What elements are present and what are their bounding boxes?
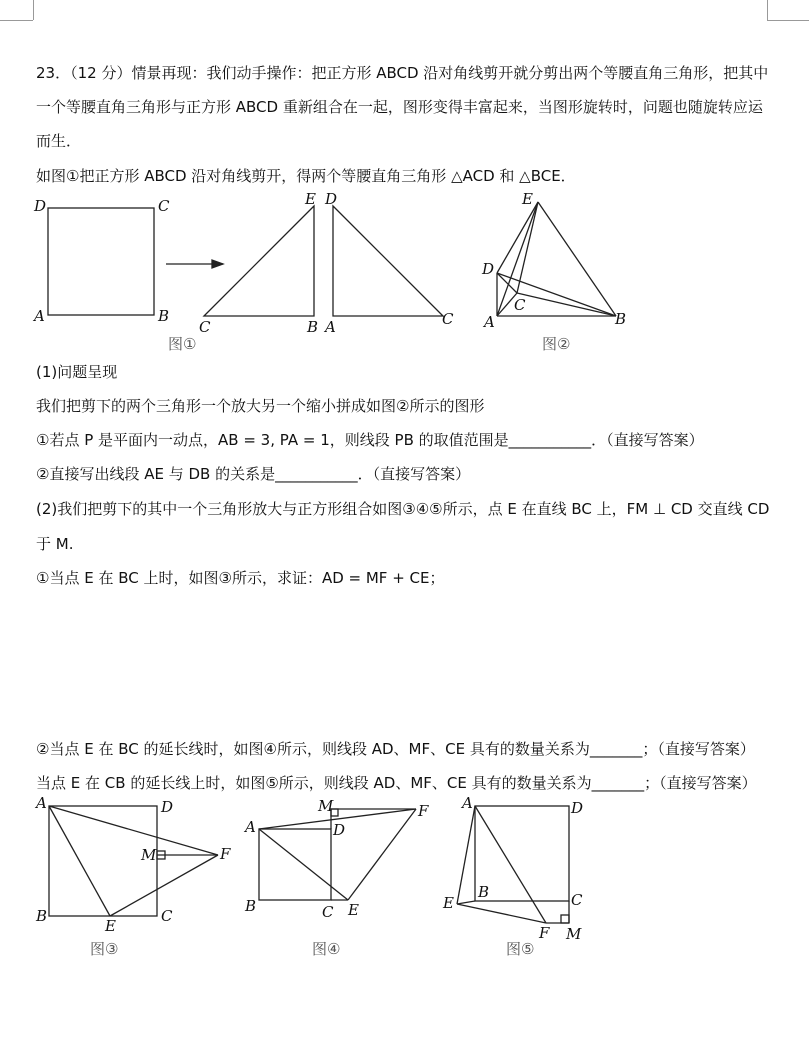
fig2-label-d: D bbox=[482, 260, 495, 278]
part2-intro-line-2: 于 M. bbox=[36, 535, 74, 553]
question-intro-line-3: 而生． bbox=[36, 132, 82, 150]
fig3-label-d: D bbox=[161, 798, 174, 816]
figure-4 bbox=[238, 796, 438, 966]
fig2-label-b: B bbox=[615, 310, 627, 328]
arrow-head bbox=[212, 260, 223, 268]
fig1-label-b2: B bbox=[307, 318, 319, 336]
fig3-label-a: A bbox=[36, 796, 47, 812]
part2-question-2a: ②当点 E 在 BC 的延长线时，如图④所示，则线段 AD、MF、CE 具有的数量关系为_______；（直接写答案） bbox=[36, 740, 755, 758]
fig4-label-m: M bbox=[318, 797, 334, 815]
figure-1 bbox=[28, 192, 468, 362]
fig3-label-c: C bbox=[161, 907, 173, 925]
fig5-label-b: B bbox=[478, 883, 490, 901]
part1-question-1: ①若点 P 是平面内一动点，AB = 3, PA = 1，则线段 PB 的取值范围是___________．（直接写答案） bbox=[36, 431, 704, 449]
fig1-label-a: A bbox=[34, 307, 45, 325]
fig4-label-f: F bbox=[418, 802, 429, 820]
fig5-caption: 图⑤ bbox=[506, 940, 535, 958]
fig3-label-f: F bbox=[220, 845, 231, 863]
fig4-caption: 图④ bbox=[312, 940, 341, 958]
fig3-caption: 图③ bbox=[90, 940, 119, 958]
figure-5 bbox=[440, 796, 600, 966]
corner-mark-left bbox=[33, 0, 34, 20]
fig1-label-e: E bbox=[305, 192, 316, 208]
fig5-label-e: E bbox=[443, 894, 454, 912]
fig3-label-e: E bbox=[105, 917, 116, 935]
fig5-label-m: M bbox=[566, 925, 582, 943]
fig3-label-m: M bbox=[141, 846, 157, 864]
fig1-label-c: C bbox=[158, 197, 170, 215]
figure-2 bbox=[476, 186, 636, 361]
triangle-dac bbox=[333, 206, 443, 316]
part2-question-2b: 当点 E 在 CB 的延长线上时，如图⑤所示，则线段 AD、MF、CE 具有的数量关系为_______；（直接写答案） bbox=[36, 774, 757, 792]
fig2-label-c: C bbox=[514, 296, 526, 314]
corner-mark-right-h bbox=[767, 20, 809, 21]
square-abcd bbox=[48, 208, 154, 315]
figure-3 bbox=[30, 796, 240, 966]
fig5-label-c: C bbox=[571, 891, 583, 909]
part2-intro-line-1: (2)我们把剪下的其中一个三角形放大与正方形组合如图③④⑤所示，点 E 在直线 BC 上，FM ⊥ CD 交直线 CD bbox=[36, 500, 770, 518]
corner-mark-right bbox=[767, 0, 768, 20]
fig1-label-c3: C bbox=[442, 310, 454, 328]
fig4-label-b: B bbox=[245, 897, 257, 915]
triangle-ecb bbox=[204, 206, 314, 316]
fig1-label-c2: C bbox=[199, 318, 211, 336]
fig5-label-d: D bbox=[571, 799, 584, 817]
fig2-label-e: E bbox=[522, 190, 533, 208]
question-intro-line-1: 23．（12 分）情景再现：我们动手操作：把正方形 ABCD 沿对角线剪开就分剪出两个等腰直角三角形，把其中 bbox=[36, 64, 769, 82]
figure1-description: 如图①把正方形 ABCD 沿对角线剪开，得两个等腰直角三角形 △ACD 和 △BCE． bbox=[36, 167, 576, 185]
part1-intro: 我们把剪下的两个三角形一个放大另一个缩小拼成如图②所示的图形 bbox=[36, 397, 485, 415]
fig2-caption: 图② bbox=[542, 335, 571, 353]
part1-question-2: ②直接写出线段 AE 与 DB 的关系是___________．（直接写答案） bbox=[36, 465, 471, 483]
fig1-label-d: D bbox=[34, 197, 47, 215]
fig4-label-a: A bbox=[245, 818, 256, 836]
fig1-label-b: B bbox=[158, 307, 170, 325]
fig1-caption: 图① bbox=[168, 335, 197, 353]
corner-mark-left-h bbox=[0, 20, 33, 21]
fig1-label-d2: D bbox=[325, 192, 338, 208]
fig5-label-a: A bbox=[462, 796, 473, 812]
part1-heading: (1)问题呈现 bbox=[36, 363, 118, 381]
fig4-label-d: D bbox=[333, 821, 346, 839]
fig5-label-f: F bbox=[539, 924, 550, 942]
question-intro-line-2: 一个等腰直角三角形与正方形 ABCD 重新组合在一起，图形变得丰富起来，当图形旋转时，问题也随旋转应运 bbox=[36, 98, 763, 116]
fig4-label-e: E bbox=[348, 901, 359, 919]
fig1-label-a2: A bbox=[325, 318, 336, 336]
part2-question-1: ①当点 E 在 BC 上时，如图③所示，求证：AD = MF + CE； bbox=[36, 569, 445, 587]
fig4-label-c: C bbox=[322, 903, 334, 921]
fig3-label-b: B bbox=[36, 907, 48, 925]
fig2-label-a: A bbox=[484, 313, 495, 331]
